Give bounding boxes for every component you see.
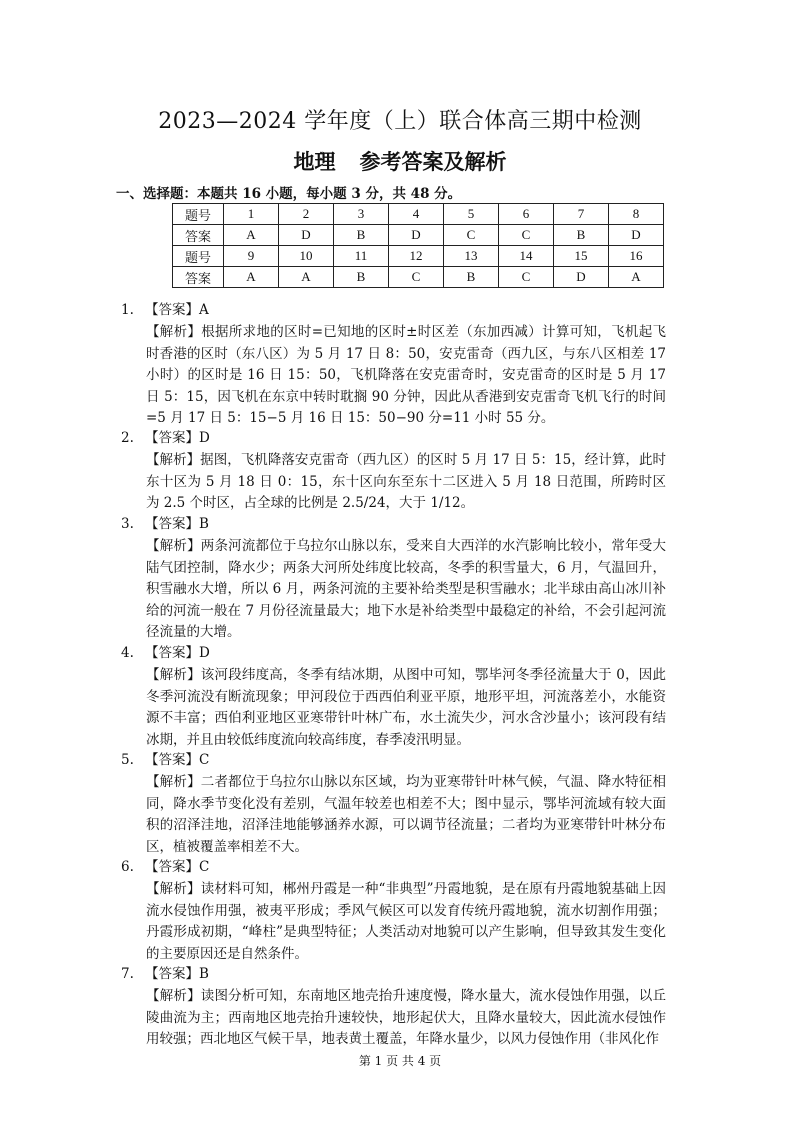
table-row bbox=[173, 204, 664, 225]
document-title: 2023—2024 学年度（上）联合体高三期中检测 bbox=[158, 109, 642, 134]
answer-cell: A bbox=[279, 267, 334, 288]
question-number-cell: 6 bbox=[499, 204, 554, 225]
table-row bbox=[173, 225, 664, 246]
answer-cell: D bbox=[389, 225, 444, 246]
row-header: 答案 bbox=[173, 225, 224, 246]
question-number-cell: 9 bbox=[224, 246, 279, 267]
answer-label: 【答案】C bbox=[145, 752, 210, 768]
answer-label: 【答案】D bbox=[145, 645, 210, 661]
question-number-cell: 2 bbox=[279, 204, 334, 225]
question-number-cell: 4 bbox=[389, 204, 444, 225]
question-4-header bbox=[121, 643, 210, 664]
answer-table bbox=[172, 203, 664, 288]
answer-cell: D bbox=[554, 267, 609, 288]
answer-label: 【答案】D bbox=[145, 430, 210, 446]
table-row bbox=[173, 267, 664, 288]
answer-cell: C bbox=[444, 225, 499, 246]
answer-key-label: 参考答案及解析 bbox=[359, 149, 507, 174]
question-1-header bbox=[121, 300, 209, 321]
page-footer: 第 1 页 共 4 页 bbox=[358, 1054, 442, 1068]
row-header: 题号 bbox=[173, 204, 224, 225]
answer-cell: C bbox=[499, 267, 554, 288]
question-6-explanation: 【解析】读材料可知，郴州丹霞是一种“非典型”丹霞地貌，是在原有丹霞地貌基础上因流水侵蚀作用强，被夷平形成；季风气候区可以发育传统丹霞地貌，流水切割作用强；丹霞形成初期，“峰柱”是典型特征；人类活动对地貌可以产生影响，但导致其发生变化的主要原因还是自然条件。 bbox=[146, 881, 666, 962]
question-number-cell: 14 bbox=[499, 246, 554, 267]
question-number-cell: 8 bbox=[609, 204, 664, 225]
question-number-cell: 7 bbox=[554, 204, 609, 225]
row-header: 题号 bbox=[173, 246, 224, 267]
question-7-explanation: 【解析】读图分析可知，东南地区地壳抬升速度慢，降水量大，流水侵蚀作用强，以丘陵曲流为主；西南地区地壳抬升速较快，地形起伏大，且降水量较大，因此流水侵蚀作用较强；西北地区气候干旱，地表黄土覆盖，年降水量少，以风力侵蚀作用（非风化作 bbox=[146, 988, 666, 1047]
question-number-cell: 11 bbox=[334, 246, 389, 267]
answer-label: 【答案】C bbox=[145, 859, 210, 875]
question-6-header bbox=[121, 857, 209, 878]
answer-label: 【答案】A bbox=[145, 302, 209, 318]
subject-label: 地理 bbox=[293, 149, 336, 174]
question-number: 5. bbox=[121, 752, 134, 768]
section-heading: 一、选择题：本题共 16 小题，每小题 3 分，共 48 分。 bbox=[116, 186, 462, 202]
answer-cell: A bbox=[224, 267, 279, 288]
question-2-explanation: 【解析】据图，飞机降落安克雷奇（西九区）的区时 5 月 17 日 5：15，经计算，此时东十区为 5 月 18 日 0：15，东十区向东至东十二区进入 5 月 18 日范围，所跨时区为 2.5 个时区，占全球的比例是 2.5/24，大于 1/12。 bbox=[146, 452, 666, 511]
answer-cell: B bbox=[444, 267, 499, 288]
answer-cell: C bbox=[389, 267, 444, 288]
question-number: 3. bbox=[121, 516, 134, 532]
answer-label: 【答案】B bbox=[145, 966, 209, 982]
question-number: 2. bbox=[121, 430, 134, 446]
question-7-header bbox=[121, 964, 209, 985]
question-number-cell: 1 bbox=[224, 204, 279, 225]
question-number-cell: 12 bbox=[389, 246, 444, 267]
question-number-cell: 3 bbox=[334, 204, 389, 225]
question-number-cell: 10 bbox=[279, 246, 334, 267]
question-3-explanation: 【解析】两条河流都位于乌拉尔山脉以东，受来自大西洋的水汽影响比较小，常年受大陆气团控制，降水少；两条大河所处纬度比较高，冬季的积雪量大，6 月，气温回升，积雪融水大增，所以 6 月，两条河流的主要补给类型是积雪融水；北半球由高山冰川补给的河流一般在 7 月份径流量最大；地下水是补给类型中最稳定的补给，不会引起河流径流量的大增。 bbox=[146, 538, 666, 640]
question-5-explanation: 【解析】二者都位于乌拉尔山脉以东区域，均为亚寒带针叶林气候，气温、降水特征相同，降水季节变化没有差别，气温年较差也相差不大；图中显示，鄂毕河流域有较大面积的沼泽洼地，沼泽洼地能够涵养水源，可以调节径流量；二者均为亚寒带针叶林分布区，植被覆盖率相差不大。 bbox=[146, 774, 666, 855]
document-subtitle bbox=[0, 146, 800, 176]
answer-cell: B bbox=[554, 225, 609, 246]
answer-label: 【答案】B bbox=[145, 516, 209, 532]
question-3-header bbox=[121, 514, 209, 535]
answer-cell: C bbox=[499, 225, 554, 246]
answer-cell: A bbox=[224, 225, 279, 246]
question-number: 1. bbox=[121, 302, 134, 318]
question-number: 6. bbox=[121, 859, 134, 875]
question-1-explanation: 【解析】根据所求地的区时=已知地的区时±时区差（东加西减）计算可知，飞机起飞时香港的区时（东八区）为 5 月 17 日 8：50，安克雷奇（西九区，与东八区相差 17 小时）的区时是 16 日 15：50，飞机降落在安克雷奇时，安克雷奇的区时是 5 月 17 日 5：15，因飞机在东京中转时耽搁 90 分钟，因此从香港到安克雷奇飞机飞行的时间=5 月 17 日 5：15−5 月 16 日 15：50−90 分=11 小时 55 分。 bbox=[146, 324, 666, 426]
answer-cell: D bbox=[609, 225, 664, 246]
answer-cell: B bbox=[334, 267, 389, 288]
question-number: 4. bbox=[121, 645, 134, 661]
question-number-cell: 15 bbox=[554, 246, 609, 267]
question-number: 7. bbox=[121, 966, 134, 982]
answer-cell: B bbox=[334, 225, 389, 246]
question-number-cell: 5 bbox=[444, 204, 499, 225]
question-2-header bbox=[121, 428, 210, 449]
answer-cell: A bbox=[609, 267, 664, 288]
question-5-header bbox=[121, 750, 209, 771]
question-number-cell: 16 bbox=[609, 246, 664, 267]
row-header: 答案 bbox=[173, 267, 224, 288]
table-row bbox=[173, 246, 664, 267]
question-4-explanation: 【解析】该河段纬度高，冬季有结冰期，从图中可知，鄂毕河冬季径流量大于 0，因此冬季河流没有断流现象；甲河段位于西西伯利亚平原，地形平坦，河流落差小，水能资源不丰富；西伯利亚地区亚寒带针叶林广布，水土流失少，河水含沙量小；该河段有结冰期，并且由较低纬度流向较高纬度，春季凌汛明显。 bbox=[146, 667, 666, 748]
question-number-cell: 13 bbox=[444, 246, 499, 267]
answer-cell: D bbox=[279, 225, 334, 246]
